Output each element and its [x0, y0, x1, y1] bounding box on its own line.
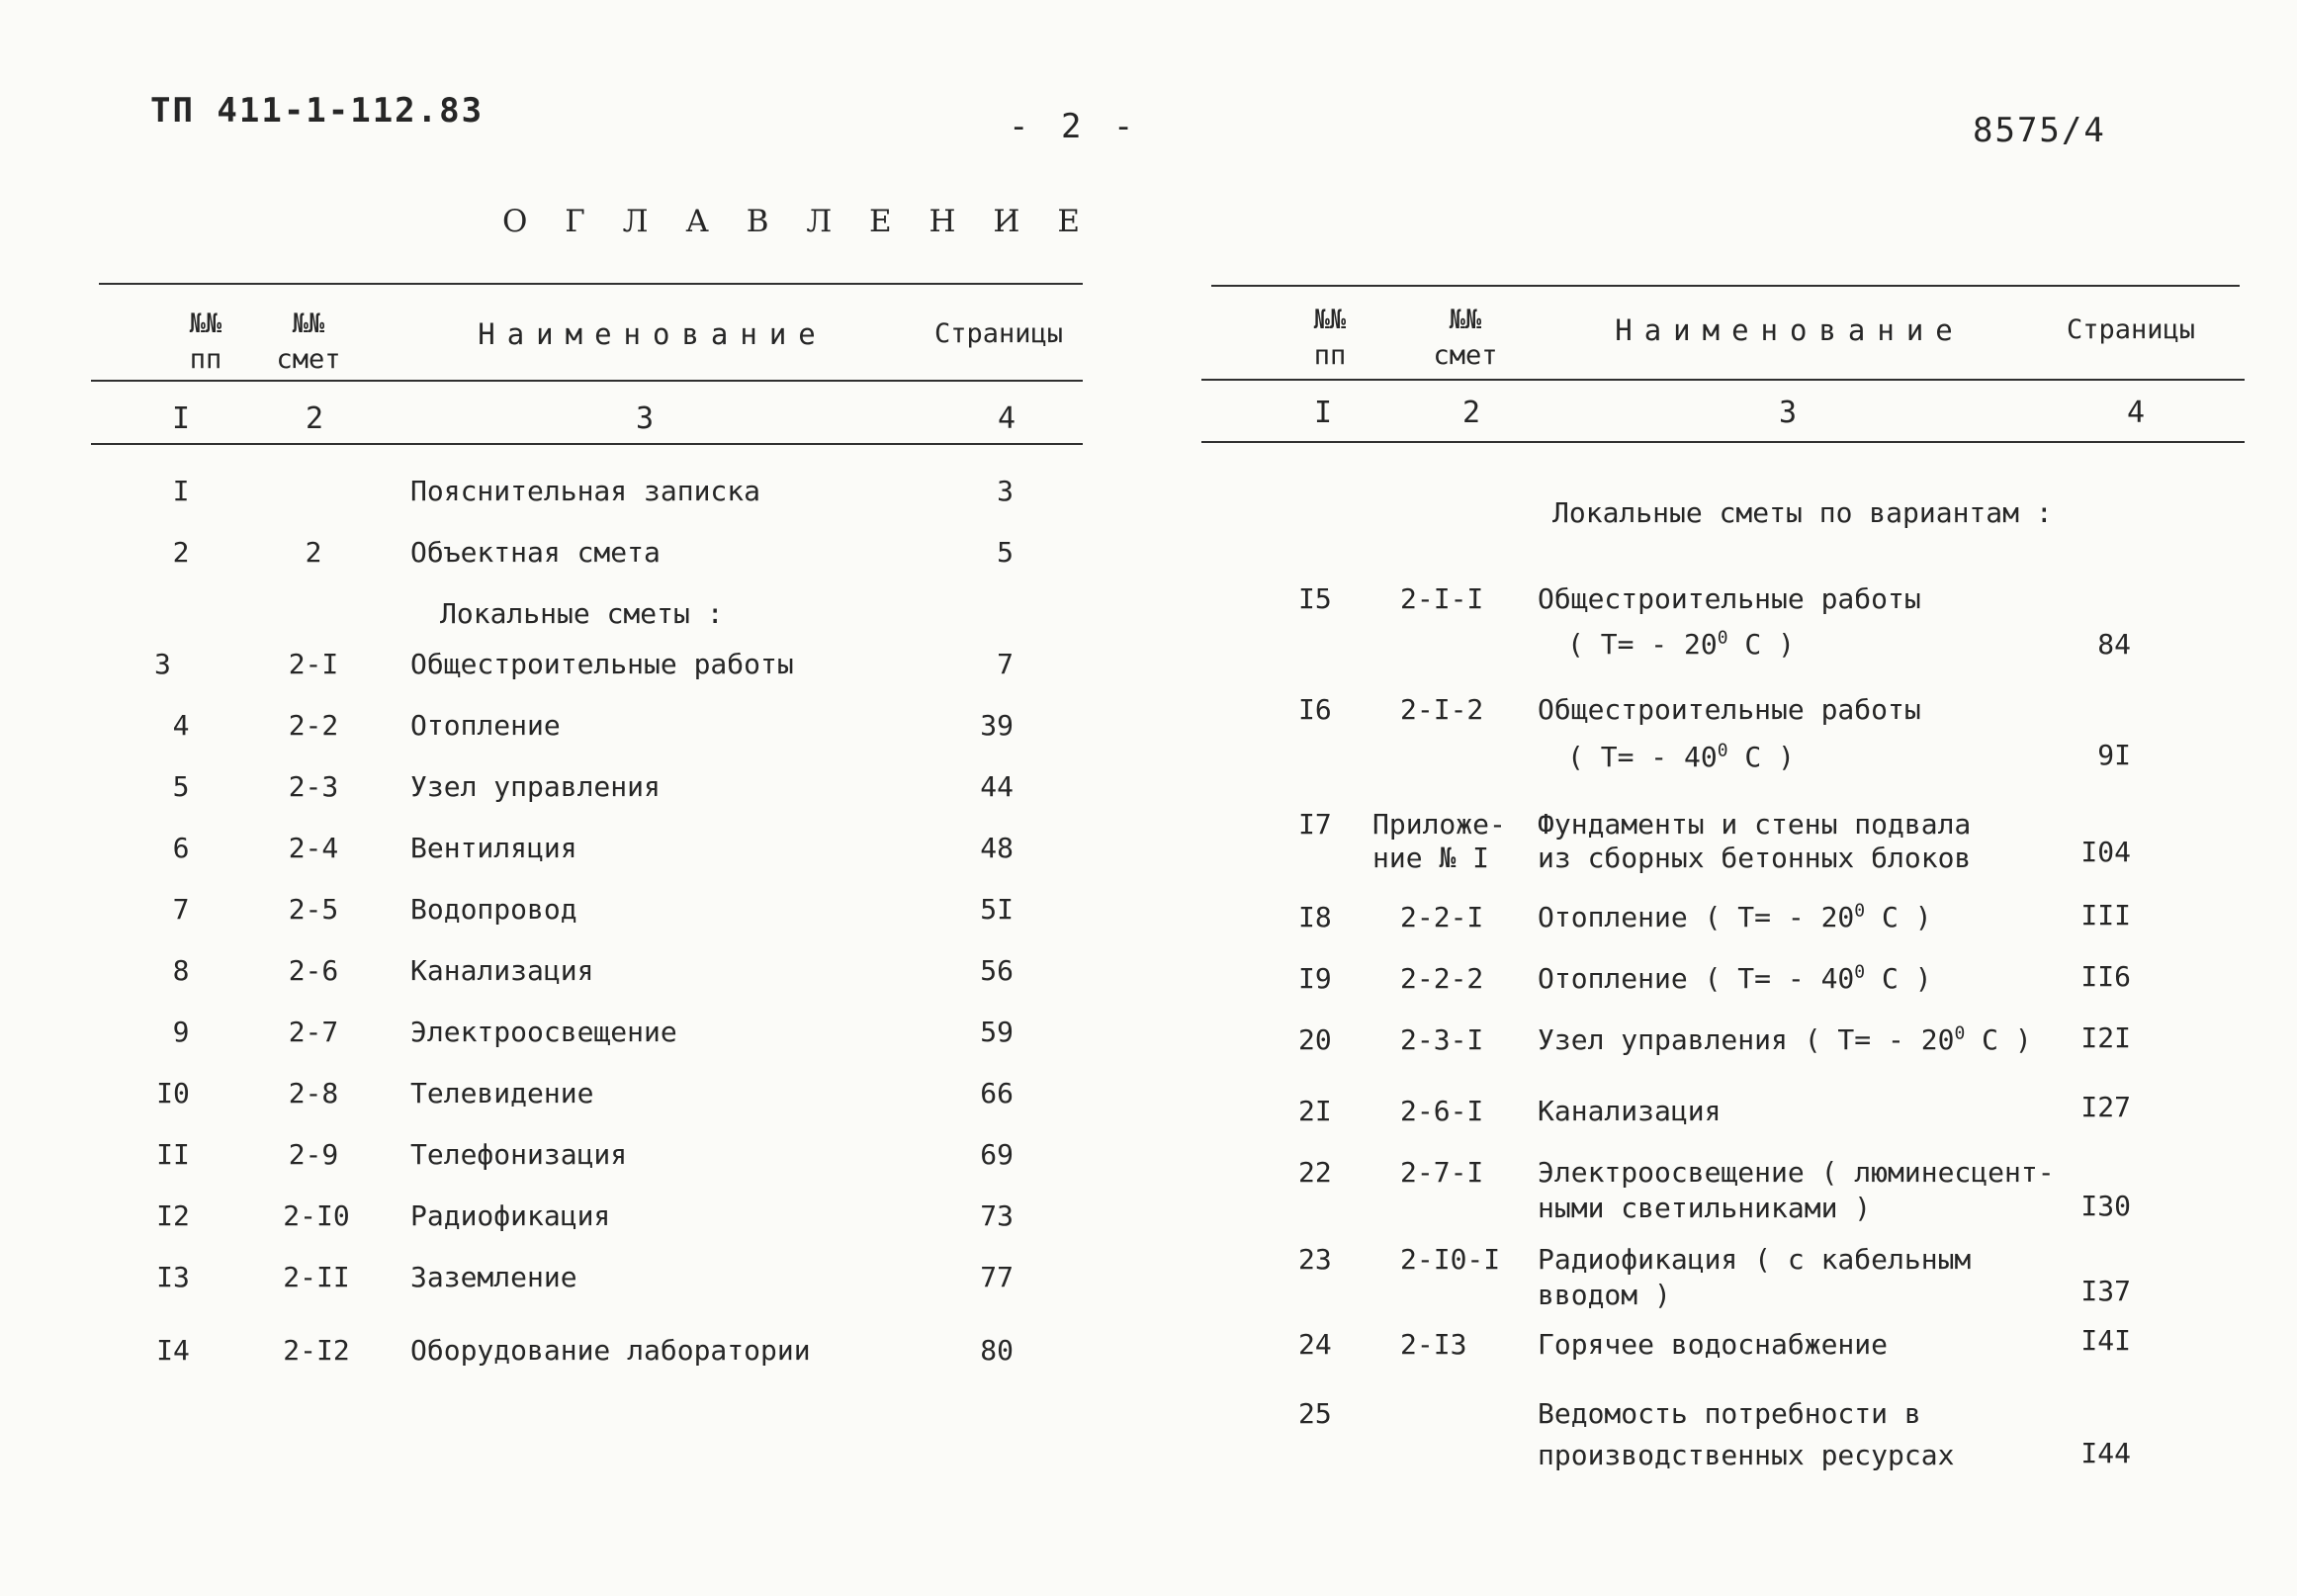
table-row-pp: 24 [1298, 1328, 1332, 1361]
table-row-pp: 3 [154, 648, 171, 680]
table-row-page: 5 [997, 536, 1014, 569]
table-row-name-cont: производственных ресурсах [1538, 1439, 1955, 1471]
table-row-page: I37 [2080, 1275, 2131, 1307]
table-row-page: I04 [2080, 836, 2131, 868]
table-row-page: 69 [980, 1138, 1014, 1171]
table-row-pp: I5 [1298, 582, 1332, 615]
table-row-pp: 23 [1298, 1243, 1332, 1276]
table-row-page: 44 [980, 770, 1014, 803]
table-row-name: Радиофикация ( с кабельным [1538, 1243, 1972, 1276]
table-row-pp: 5 [172, 770, 190, 803]
table-row-pp: I2 [156, 1199, 190, 1232]
table-row-smeta: 2-I [288, 648, 339, 680]
table-row-pp: I4 [156, 1334, 190, 1367]
document-code: ТП 411-1-112.83 [150, 91, 485, 131]
table-row-smeta: 2-6 [288, 954, 339, 987]
table-row-name: Отопление ( $T= - 20^0$ C ) [1538, 900, 1932, 933]
table-row-page: 3 [997, 475, 1014, 507]
table-row-pp: I0 [156, 1077, 190, 1109]
table-row-pp: 6 [172, 832, 190, 864]
left-col-index-4: 4 [997, 401, 1016, 436]
table-row-name: Телевидение [410, 1077, 594, 1109]
table-row-page: I44 [2080, 1437, 2131, 1469]
table-row-name: Заземление [410, 1261, 577, 1293]
table-row-name-cont: вводом ) [1538, 1279, 1671, 1311]
table-row-page: 7 [997, 648, 1014, 680]
left-col-index-2: 2 [305, 401, 324, 436]
table-row-name: Канализация [1538, 1095, 1722, 1127]
left-col-pages-header: Страницы [933, 318, 1064, 349]
left-col-name-header: Наименование [478, 317, 828, 351]
table-row-smeta: 2-I3 [1400, 1328, 1467, 1361]
table-row-pp: I [172, 475, 190, 507]
table-row-smeta: 2-7 [288, 1016, 339, 1048]
table-row-smeta: 2-I-I [1400, 582, 1484, 615]
table-row-name: Радиофикация [410, 1199, 611, 1232]
table-row-smeta: 2-2-2 [1400, 962, 1484, 995]
right-col-index-2: 2 [1461, 396, 1481, 430]
table-row-name-cont: ными светильниками ) [1538, 1192, 1872, 1224]
table-row-name: Отопление ( $T= - 40^0$ C ) [1538, 961, 1932, 995]
table-row-smeta: 2-I2 [283, 1334, 350, 1367]
left-index-rule [91, 443, 1083, 445]
table-row-name: Электроосвещение ( люминесцент- [1538, 1156, 2055, 1189]
table-row-smeta: 2-6-I [1400, 1095, 1484, 1127]
table-row-smeta: 2-4 [288, 832, 339, 864]
table-row-page: 5I [980, 893, 1014, 926]
table-row-pp: II [156, 1138, 190, 1171]
table-row-smeta: 2-2 [288, 709, 339, 742]
table-row-page: 59 [980, 1016, 1014, 1048]
table-row-name: Электроосвещение [410, 1016, 677, 1048]
table-row-smeta: 2-9 [288, 1138, 339, 1171]
left-header-rule [91, 380, 1083, 382]
archive-number: 8575/4 [1973, 111, 2106, 150]
right-col-pages-header: Страницы [2066, 314, 2196, 345]
table-row-page: 66 [980, 1077, 1014, 1109]
table-row-page: II6 [2080, 960, 2131, 993]
table-row-name: Общестроительные работы [1538, 582, 1921, 615]
right-top-rule [1211, 285, 2240, 287]
page-number: - 2 - [1009, 107, 1140, 146]
table-row-name: Общестроительные работы [1538, 693, 1921, 726]
table-row-pp: 9 [172, 1016, 190, 1048]
table-row-smeta: 2-I0-I [1400, 1243, 1501, 1276]
table-row-smeta: 2-3-I [1400, 1023, 1484, 1056]
table-row-pp: I9 [1298, 962, 1332, 995]
table-row-name: Узел управления ( $T= - 20^0$ C ) [1538, 1022, 2032, 1056]
table-row-name: Отопление [410, 709, 561, 742]
table-row-name: Вентиляция [410, 832, 577, 864]
table-row-pp: 4 [172, 709, 190, 742]
left-col-smeta-header: №№ смет [276, 309, 341, 375]
table-row-page: I4I [2080, 1324, 2131, 1357]
table-row-page: 48 [980, 832, 1014, 864]
table-row-name: Фундаменты и стены подвала [1538, 808, 1972, 841]
table-row-page: I2I [2080, 1021, 2131, 1054]
table-row-smeta: 2 [305, 536, 322, 569]
table-row-pp: I7 [1298, 808, 1332, 841]
section-heading-local: Локальные сметы : [440, 597, 724, 630]
table-row-pp: 2 [172, 536, 190, 569]
table-row-pp: 7 [172, 893, 190, 926]
table-row-name: Оборудование лаборатории [410, 1334, 811, 1367]
right-col-pp-header: №№ пп [1313, 305, 1347, 371]
table-row-page: 80 [980, 1334, 1014, 1367]
table-row-smeta: 2-I0 [283, 1199, 350, 1232]
table-row-page: 73 [980, 1199, 1014, 1232]
right-col-name-header: Наименование [1615, 313, 1965, 347]
table-row-smeta: 2-I-2 [1400, 693, 1484, 726]
table-row-pp: I6 [1298, 693, 1332, 726]
left-col-pp-header: №№ пп [189, 309, 222, 375]
table-row-smeta: 2-5 [288, 893, 339, 926]
table-row-page: 56 [980, 954, 1014, 987]
right-col-index-1: I [1313, 396, 1333, 430]
table-row-name: Пояснительная записка [410, 475, 761, 507]
table-row-pp: I3 [156, 1261, 190, 1293]
table-row-pp: 2I [1298, 1095, 1332, 1127]
table-row-name: Канализация [410, 954, 594, 987]
table-row-pp: 25 [1298, 1397, 1332, 1430]
left-top-rule [99, 283, 1083, 285]
table-row-page: I27 [2080, 1091, 2131, 1123]
right-header-rule [1201, 379, 2245, 381]
right-col-smeta-header: №№ смет [1433, 305, 1498, 371]
toc-title: О Г Л А В Л Е Н И Е [502, 204, 1094, 239]
section-heading-variants: Локальные сметы по вариантам : [1552, 496, 2053, 529]
table-row-smeta: 2-7-I [1400, 1156, 1484, 1189]
table-row-name-cont: из сборных бетонных блоков [1538, 842, 1972, 874]
table-row-smeta: 2-3 [288, 770, 339, 803]
right-index-rule [1201, 441, 2245, 443]
table-row-name: Общестроительные работы [410, 648, 794, 680]
table-row-pp: 20 [1298, 1023, 1332, 1056]
table-row-page: I30 [2080, 1190, 2131, 1222]
table-row-page: III [2080, 899, 2131, 931]
left-col-index-1: I [171, 401, 191, 436]
table-row-name: Телефонизация [410, 1138, 628, 1171]
left-col-index-3: 3 [635, 401, 655, 436]
table-row-name: Ведомость потребности в [1538, 1397, 1921, 1430]
table-row-name: Горячее водоснабжение [1538, 1328, 1889, 1361]
table-row-pp: 22 [1298, 1156, 1332, 1189]
table-row-name: Объектная смета [410, 536, 661, 569]
table-row-name: Водопровод [410, 893, 577, 926]
table-row-name-cont: ( $T= - 40^0$ C ) [1567, 740, 1795, 773]
table-row-name-cont: ( $T= - 20^0$ C ) [1567, 627, 1795, 661]
table-row-smeta-cont: ние № I [1372, 842, 1490, 874]
table-row-page: 84 [2097, 628, 2131, 661]
table-row-smeta: 2-8 [288, 1077, 339, 1109]
table-row-smeta: 2-2-I [1400, 901, 1484, 933]
table-row-pp: I8 [1298, 901, 1332, 933]
table-row-page: 39 [980, 709, 1014, 742]
table-row-page: 77 [980, 1261, 1014, 1293]
table-row-pp: 8 [172, 954, 190, 987]
table-row-page: 9I [2097, 739, 2131, 771]
table-row-name: Узел управления [410, 770, 661, 803]
table-row-smeta: 2-II [283, 1261, 350, 1293]
table-row-smeta: Приложе- [1372, 808, 1506, 841]
right-col-index-4: 4 [2126, 396, 2146, 430]
right-col-index-3: 3 [1778, 396, 1798, 430]
